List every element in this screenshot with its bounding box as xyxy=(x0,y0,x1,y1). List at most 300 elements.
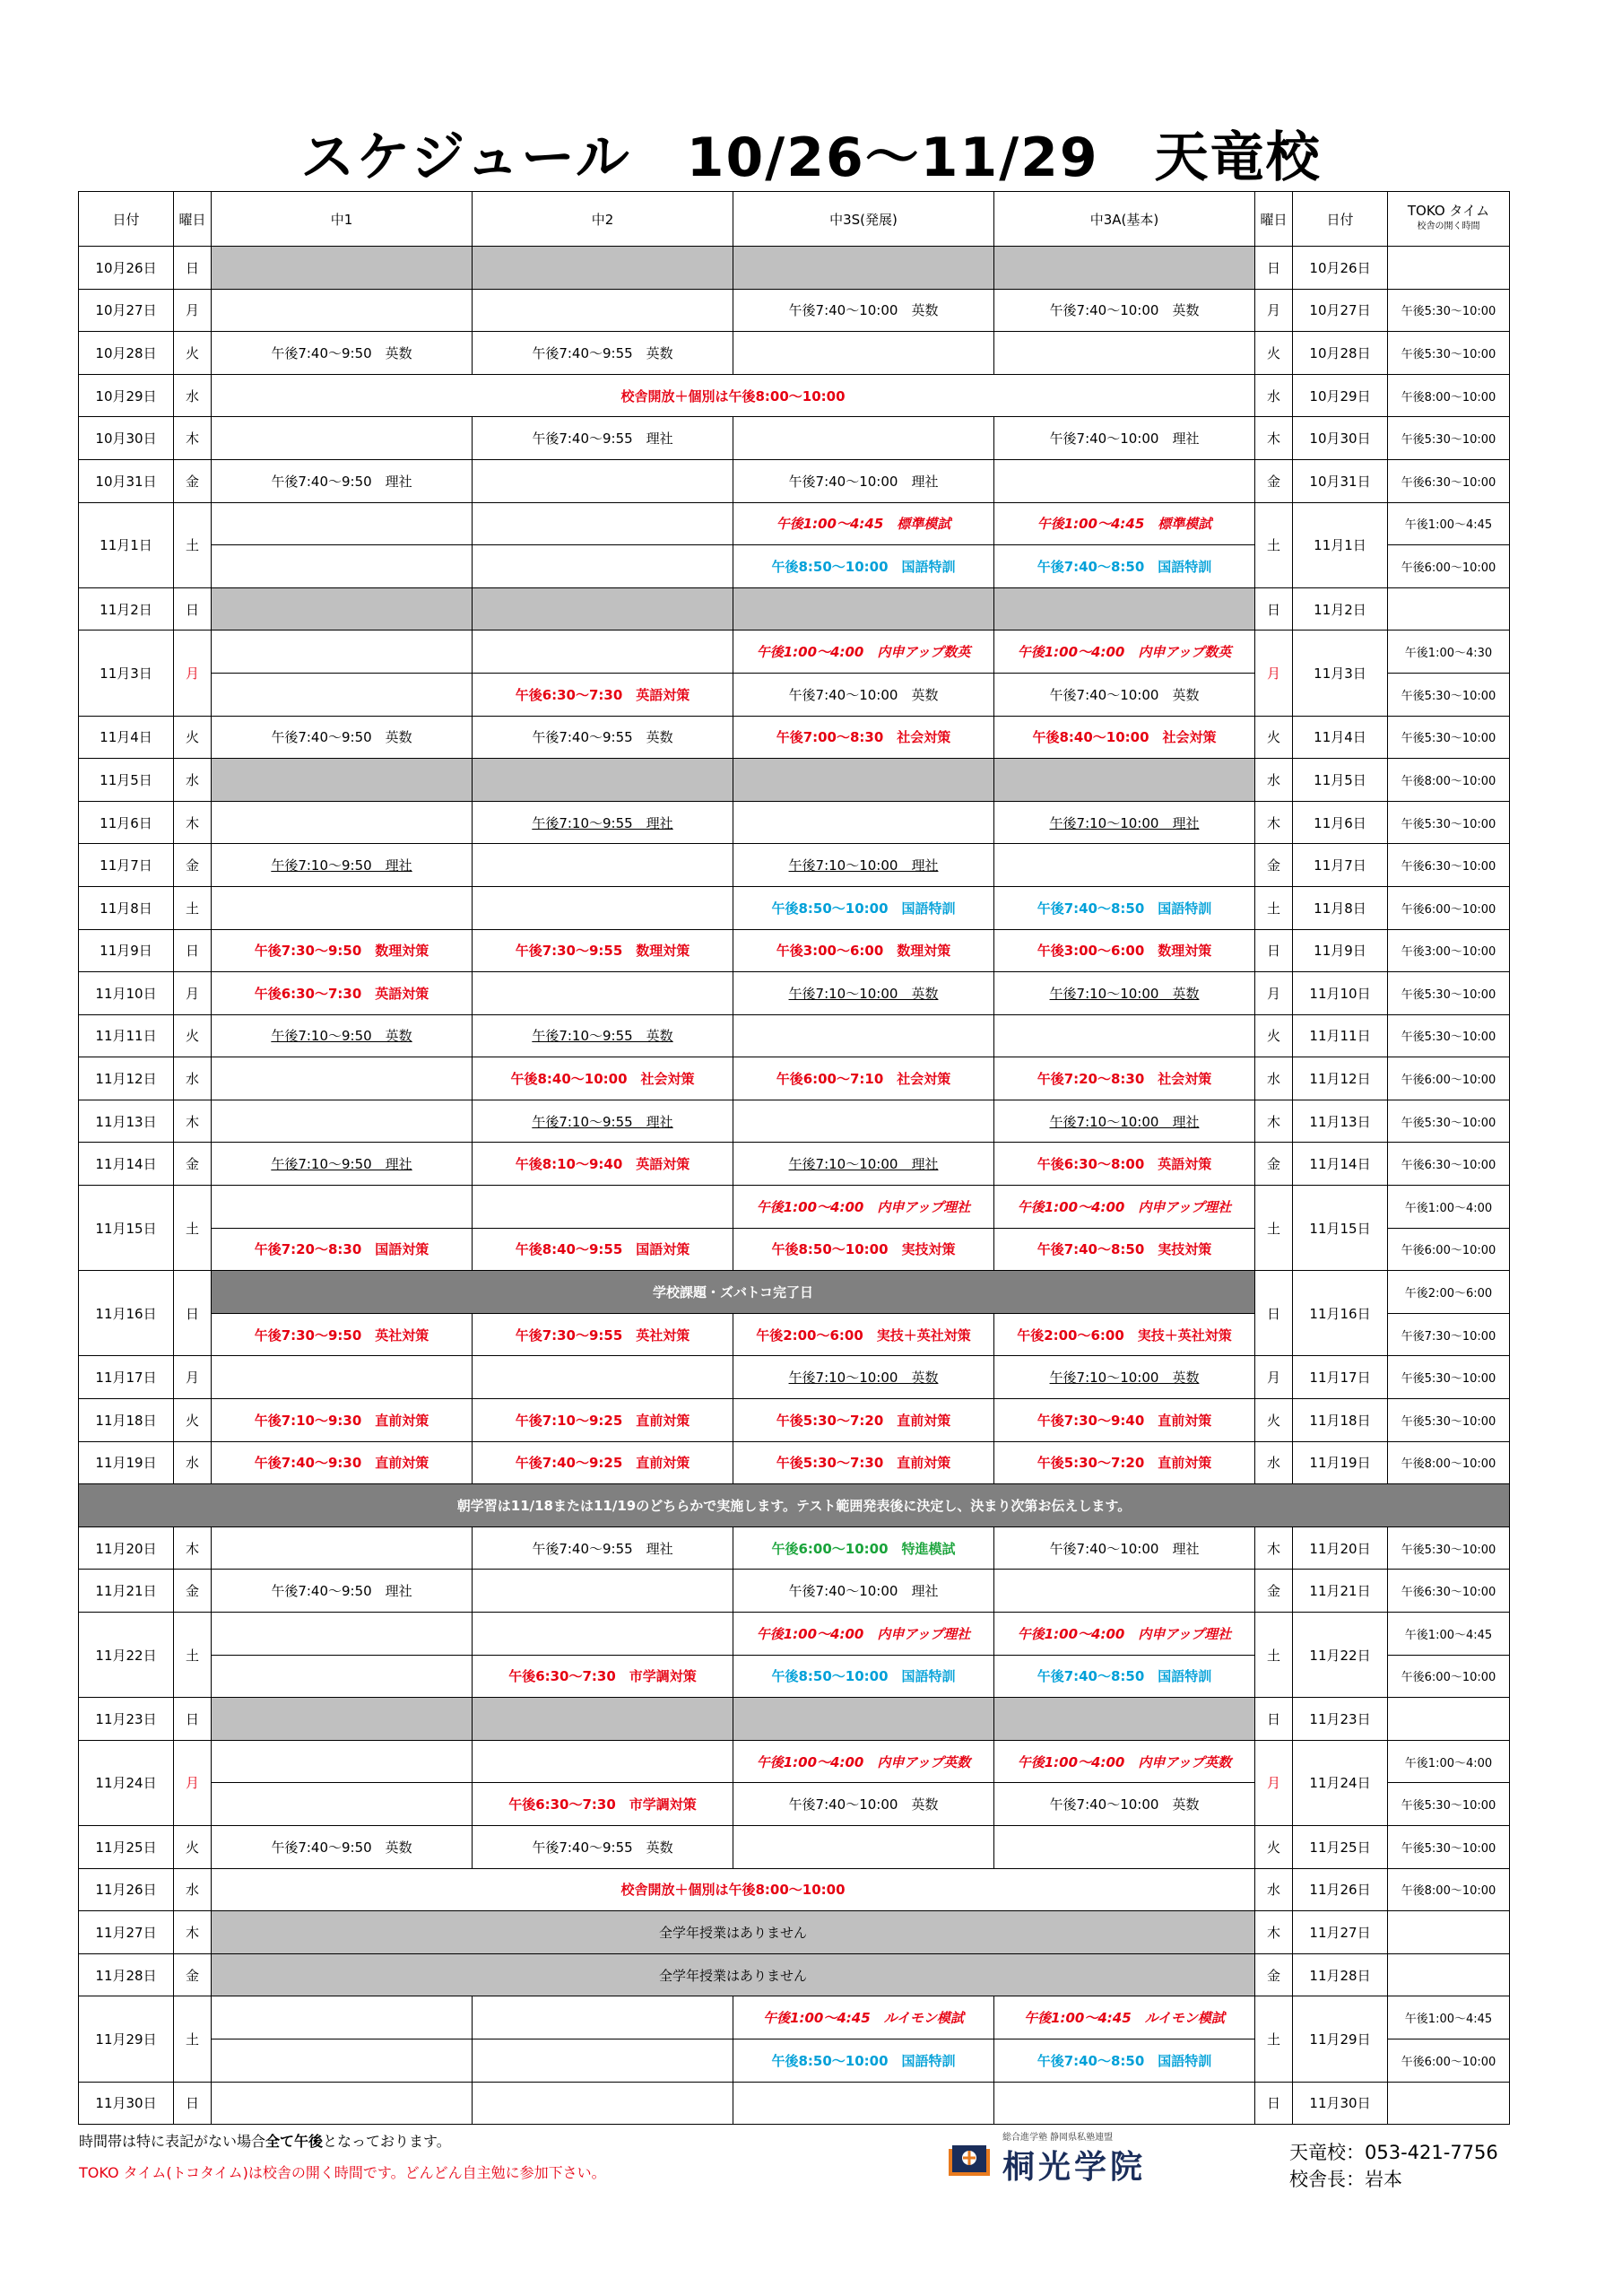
schedule-cell: 午後1:00～4:30 xyxy=(1388,631,1510,674)
schedule-cell: 11月12日 xyxy=(1293,1057,1388,1100)
schedule-cell: 10月30日 xyxy=(79,417,174,460)
schedule-cell: 午後7:10～10:00 英数 xyxy=(733,1356,994,1399)
page-title: スケジュール 10/26～11/29 天竜校 xyxy=(300,126,1322,189)
schedule-cell: 火 xyxy=(1255,332,1293,375)
schedule-cell: 午後6:00～7:10 社会対策 xyxy=(733,1057,994,1100)
schedule-cell: 11月29日 xyxy=(79,1996,174,2082)
schedule-cell: 午後6:30～7:30 市学調対策 xyxy=(473,1783,733,1826)
schedule-cell xyxy=(212,2082,473,2125)
schedule-cell xyxy=(733,332,994,375)
schedule-cell xyxy=(212,1526,473,1570)
schedule-cell: 11月26日 xyxy=(1293,1868,1388,1911)
schedule-cell: 11月3日 xyxy=(1293,631,1388,716)
schedule-cell: 午後7:10～9:50 英数 xyxy=(212,1014,473,1057)
schedule-cell: 午後5:30～10:00 xyxy=(1388,1783,1510,1826)
schedule-cell: 午後8:40～9:55 国語対策 xyxy=(473,1228,733,1271)
schedule-cell: 水 xyxy=(174,1441,212,1484)
schedule-cell: 午後7:40～10:00 英数 xyxy=(994,673,1255,716)
schedule-cell xyxy=(212,631,473,674)
schedule-cell: 11月28日 xyxy=(1293,1953,1388,1996)
schedule-cell: 午後7:40～9:55 英数 xyxy=(473,716,733,759)
schedule-cell: 午後5:30～7:20 直前対策 xyxy=(733,1399,994,1442)
schedule-row xyxy=(79,1057,1510,1100)
schedule-cell: 月 xyxy=(174,631,212,716)
schedule-cell xyxy=(212,1996,473,2039)
schedule-cell: 午後7:30～9:40 直前対策 xyxy=(994,1399,1255,1442)
schedule-row xyxy=(79,247,1510,290)
schedule-cell: 午後8:50～10:00 国語特訓 xyxy=(733,2039,994,2082)
schedule-row xyxy=(79,1868,1510,1911)
schedule-cell: 午後7:40～10:00 英数 xyxy=(994,1783,1255,1826)
schedule-cell: 木 xyxy=(174,1911,212,1954)
schedule-cell: 金 xyxy=(1255,1570,1293,1613)
schedule-cell xyxy=(733,587,994,631)
schedule-cell: 午後5:30～10:00 xyxy=(1388,1526,1510,1570)
schedule-cell: 午後7:40～9:55 英数 xyxy=(473,332,733,375)
schedule-cell: 11月22日 xyxy=(1293,1613,1388,1698)
schedule-cell: 11月14日 xyxy=(1293,1143,1388,1186)
schedule-row xyxy=(79,1613,1510,1656)
schedule-cell: 日 xyxy=(174,2082,212,2125)
schedule-cell: 午後1:00～4:45 xyxy=(1388,502,1510,545)
schedule-cell: 午後7:10～10:00 理社 xyxy=(733,844,994,887)
header-grade3s: 中3S(発展) xyxy=(733,192,994,247)
schedule-cell: 10月31日 xyxy=(1293,459,1388,502)
schedule-cell: 月 xyxy=(1255,289,1293,332)
schedule-cell: 11月9日 xyxy=(79,929,174,972)
schedule-cell: 11月18日 xyxy=(79,1399,174,1442)
schedule-cell xyxy=(473,502,733,545)
schedule-cell: 午後2:00～6:00 xyxy=(1388,1271,1510,1314)
schedule-cell: 午後1:00～4:00 内申アップ英数 xyxy=(733,1740,994,1783)
schedule-cell: 木 xyxy=(1255,801,1293,844)
schedule-cell xyxy=(473,1740,733,1783)
header-grade1: 中1 xyxy=(212,192,473,247)
schedule-cell xyxy=(473,972,733,1015)
schedule-cell xyxy=(212,801,473,844)
schedule-cell: 午後7:40～10:00 英数 xyxy=(994,289,1255,332)
schedule-cell xyxy=(994,1014,1255,1057)
schedule-cell xyxy=(212,673,473,716)
schedule-cell: 11月28日 xyxy=(79,1953,174,1996)
schedule-row xyxy=(79,332,1510,375)
schedule-cell: 土 xyxy=(1255,1996,1293,2082)
schedule-cell xyxy=(1388,2082,1510,2125)
schedule-cell: 火 xyxy=(1255,1825,1293,1868)
schedule-cell xyxy=(212,886,473,929)
schedule-cell: 木 xyxy=(174,1526,212,1570)
schedule-cell: 午後1:00～4:45 ルイモン模試 xyxy=(994,1996,1255,2039)
schedule-cell xyxy=(212,1356,473,1399)
schedule-cell: 午後7:40～9:30 直前対策 xyxy=(212,1441,473,1484)
schedule-row xyxy=(79,502,1510,545)
schedule-cell: 木 xyxy=(174,1100,212,1143)
schedule-cell: 金 xyxy=(174,459,212,502)
schedule-cell: 午後8:00～10:00 xyxy=(1388,759,1510,802)
schedule-cell: 11月19日 xyxy=(79,1441,174,1484)
schedule-cell: 午後3:00～6:00 数理対策 xyxy=(994,929,1255,972)
schedule-cell: 水 xyxy=(1255,759,1293,802)
schedule-cell: 午後5:30～7:20 直前対策 xyxy=(994,1441,1255,1484)
schedule-row xyxy=(79,886,1510,929)
schedule-cell: 11月21日 xyxy=(1293,1570,1388,1613)
schedule-cell: 10月28日 xyxy=(79,332,174,375)
schedule-cell: 11月6日 xyxy=(1293,801,1388,844)
schedule-row xyxy=(79,1953,1510,1996)
schedule-cell: 午後6:30～10:00 xyxy=(1388,1570,1510,1613)
schedule-cell xyxy=(473,844,733,887)
schedule-cell xyxy=(212,1100,473,1143)
schedule-cell: 土 xyxy=(174,886,212,929)
schedule-cell: 土 xyxy=(174,1186,212,1271)
schedule-cell: 午後7:40～10:00 英数 xyxy=(733,673,994,716)
footer-note-afternoon xyxy=(79,2130,451,2151)
schedule-cell xyxy=(733,2082,994,2125)
schedule-cell: 午後7:10～9:55 理社 xyxy=(473,1100,733,1143)
schedule-cell: 午後7:40～8:50 国語特訓 xyxy=(994,545,1255,588)
schedule-cell: 11月7日 xyxy=(1293,844,1388,887)
schedule-cell: 11月17日 xyxy=(1293,1356,1388,1399)
schedule-cell: 水 xyxy=(174,1057,212,1100)
footer-note-toko: TOKO タイム(トコタイム)は校舎の開く時間です。どんどん自主勉に参加下さい。 xyxy=(79,2164,606,2181)
schedule-cell: 火 xyxy=(174,1825,212,1868)
campus-phone: 天竜校：053-421-7756 xyxy=(1289,2142,1498,2163)
campus-contact xyxy=(1289,2139,1498,2193)
schedule-cell: 午後7:40～8:50 国語特訓 xyxy=(994,1655,1255,1698)
schedule-cell: 11月13日 xyxy=(1293,1100,1388,1143)
schedule-cell: 午後3:00～6:00 数理対策 xyxy=(733,929,994,972)
schedule-cell: 11月12日 xyxy=(79,1057,174,1100)
schedule-cell: 午後7:40～10:00 理社 xyxy=(994,1526,1255,1570)
schedule-row xyxy=(79,2082,1510,2125)
schedule-row xyxy=(79,801,1510,844)
header-row xyxy=(79,192,1510,247)
schedule-row xyxy=(79,1271,1510,1314)
schedule-cell: 火 xyxy=(174,716,212,759)
schedule-row xyxy=(79,1356,1510,1399)
schedule-cell: 日 xyxy=(1255,1271,1293,1356)
schedule-cell: 火 xyxy=(1255,716,1293,759)
school-logo xyxy=(940,2127,1191,2186)
schedule-cell: 午後7:40～9:50 英数 xyxy=(212,332,473,375)
schedule-cell: 土 xyxy=(1255,502,1293,587)
schedule-cell: 金 xyxy=(1255,459,1293,502)
schedule-cell: 午後1:00～4:45 標準模試 xyxy=(994,502,1255,545)
schedule-cell: 月 xyxy=(174,972,212,1015)
schedule-cell: 11月9日 xyxy=(1293,929,1388,972)
schedule-cell xyxy=(473,886,733,929)
schedule-cell: 午後5:30～10:00 xyxy=(1388,673,1510,716)
schedule-cell: 午後1:00～4:45 ルイモン模試 xyxy=(733,1996,994,2039)
schedule-row xyxy=(79,1911,1510,1954)
schedule-cell: 午後7:10～10:00 理社 xyxy=(994,801,1255,844)
schedule-cell: 午後5:30～10:00 xyxy=(1388,332,1510,375)
schedule-row xyxy=(79,289,1510,332)
schedule-row xyxy=(79,1996,1510,2039)
schedule-cell xyxy=(994,1825,1255,1868)
schedule-cell: 午後1:00～4:00 内申アップ数英 xyxy=(733,631,994,674)
schedule-cell: 11月30日 xyxy=(1293,2082,1388,2125)
schedule-cell: 月 xyxy=(174,1356,212,1399)
schedule-cell: 日 xyxy=(1255,247,1293,290)
schedule-cell: 木 xyxy=(1255,1100,1293,1143)
schedule-cell: 月 xyxy=(1255,1740,1293,1825)
schedule-cell: 月 xyxy=(1255,631,1293,716)
schedule-cell xyxy=(473,1698,733,1741)
schedule-cell: 午後1:00～4:00 xyxy=(1388,1186,1510,1229)
schedule-cell: 午後3:00～10:00 xyxy=(1388,929,1510,972)
schedule-cell: 午後6:00～10:00 特進模試 xyxy=(733,1526,994,1570)
schedule-cell: 午後7:40～9:50 英数 xyxy=(212,716,473,759)
schedule-row xyxy=(79,1143,1510,1186)
schedule-cell: 土 xyxy=(1255,1186,1293,1271)
schedule-cell: 午後5:30～10:00 xyxy=(1388,1399,1510,1442)
schedule-row xyxy=(79,1441,1510,1484)
schedule-cell: 水 xyxy=(1255,1441,1293,1484)
schedule-cell: 11月27日 xyxy=(79,1911,174,1954)
schedule-cell: 11月29日 xyxy=(1293,1996,1388,2082)
schedule-cell: 校舎開放＋個別は午後8:00～10:00 xyxy=(212,374,1255,417)
schedule-cell: 午後7:40～9:55 英数 xyxy=(473,1825,733,1868)
schedule-cell: 午後1:00～4:00 内申アップ理社 xyxy=(994,1186,1255,1229)
schedule-cell: 学校課題・ズバトコ完了日 xyxy=(212,1271,1255,1314)
schedule-row xyxy=(79,1526,1510,1570)
schedule-cell: 午後7:40～10:00 理社 xyxy=(994,417,1255,460)
schedule-cell: 11月16日 xyxy=(79,1271,174,1356)
schedule-cell: 11月23日 xyxy=(1293,1698,1388,1741)
schedule-cell: 11月8日 xyxy=(1293,886,1388,929)
schedule-cell: 木 xyxy=(174,801,212,844)
schedule-cell xyxy=(212,587,473,631)
schedule-cell xyxy=(994,247,1255,290)
schedule-cell: 木 xyxy=(1255,1911,1293,1954)
schedule-cell: 午後6:30～7:30 英語対策 xyxy=(212,972,473,1015)
schedule-cell: 午後1:00～4:00 内申アップ理社 xyxy=(733,1186,994,1229)
schedule-cell: 午後1:00～4:45 標準模試 xyxy=(733,502,994,545)
schedule-cell: 10月29日 xyxy=(1293,374,1388,417)
schedule-cell xyxy=(212,1057,473,1100)
schedule-row xyxy=(79,1484,1510,1527)
schedule-cell: 11月19日 xyxy=(1293,1441,1388,1484)
schedule-cell: 全学年授業はありません xyxy=(212,1911,1255,1954)
schedule-cell: 11月27日 xyxy=(1293,1911,1388,1954)
schedule-cell: 午後5:30～10:00 xyxy=(1388,972,1510,1015)
schedule-cell: 午後6:30～10:00 xyxy=(1388,1143,1510,1186)
schedule-cell xyxy=(473,1356,733,1399)
schedule-cell: 日 xyxy=(1255,2082,1293,2125)
schedule-cell xyxy=(473,1570,733,1613)
schedule-cell: 午後7:40～8:50 国語特訓 xyxy=(994,886,1255,929)
logo-book-icon xyxy=(949,2142,990,2178)
schedule-cell: 午後5:30～10:00 xyxy=(1388,417,1510,460)
schedule-cell: 午後5:30～10:00 xyxy=(1388,1825,1510,1868)
schedule-cell: 金 xyxy=(1255,1143,1293,1186)
schedule-cell: 10月27日 xyxy=(79,289,174,332)
schedule-row xyxy=(79,1014,1510,1057)
schedule-cell xyxy=(994,844,1255,887)
schedule-cell xyxy=(994,459,1255,502)
schedule-cell: 11月4日 xyxy=(1293,716,1388,759)
schedule-cell: 午後5:30～10:00 xyxy=(1388,716,1510,759)
toko-subtitle: 校舎の開く時間 xyxy=(1417,222,1480,231)
header-grade2: 中2 xyxy=(473,192,733,247)
schedule-cell: 午後5:30～10:00 xyxy=(1388,1356,1510,1399)
schedule-cell: 水 xyxy=(1255,1868,1293,1911)
schedule-cell: 10月31日 xyxy=(79,459,174,502)
schedule-cell: 午後7:10～9:55 理社 xyxy=(473,801,733,844)
schedule-cell xyxy=(1388,1953,1510,1996)
note1-bold: 全て午後 xyxy=(265,2133,324,2150)
schedule-row xyxy=(79,1698,1510,1741)
schedule-cell xyxy=(473,459,733,502)
schedule-cell: 木 xyxy=(1255,1526,1293,1570)
schedule-cell: 午後7:10～9:50 理社 xyxy=(212,844,473,887)
schedule-cell xyxy=(733,417,994,460)
schedule-cell: 月 xyxy=(1255,972,1293,1015)
schedule-cell xyxy=(473,1186,733,1229)
schedule-cell: 午後8:00～10:00 xyxy=(1388,1868,1510,1911)
schedule-cell: 午後7:40～8:50 国語特訓 xyxy=(994,2039,1255,2082)
schedule-cell: 午後7:10～9:55 英数 xyxy=(473,1014,733,1057)
schedule-cell: 日 xyxy=(174,929,212,972)
schedule-cell: 午後7:40～9:50 理社 xyxy=(212,1570,473,1613)
schedule-cell: 水 xyxy=(1255,374,1293,417)
schedule-cell: 11月25日 xyxy=(1293,1825,1388,1868)
schedule-cell xyxy=(994,587,1255,631)
schedule-cell xyxy=(1388,1698,1510,1741)
schedule-cell: 火 xyxy=(1255,1014,1293,1057)
schedule-cell: 火 xyxy=(174,1399,212,1442)
schedule-row xyxy=(79,417,1510,460)
header-day: 曜日 xyxy=(174,192,212,247)
campus-principal: 校舎長：岩本 xyxy=(1289,2169,1402,2190)
schedule-row xyxy=(79,972,1510,1015)
schedule-cell: 月 xyxy=(1255,1356,1293,1399)
schedule-cell xyxy=(473,759,733,802)
schedule-row xyxy=(79,587,1510,631)
schedule-cell: 11月4日 xyxy=(79,716,174,759)
schedule-cell xyxy=(473,2039,733,2082)
schedule-cell: 火 xyxy=(174,1014,212,1057)
schedule-cell: 午後6:00～10:00 xyxy=(1388,1228,1510,1271)
schedule-cell: 11月8日 xyxy=(79,886,174,929)
schedule-cell: 午後8:00～10:00 xyxy=(1388,374,1510,417)
schedule-cell xyxy=(994,759,1255,802)
schedule-cell: 午後7:40～10:00 英数 xyxy=(733,1783,994,1826)
schedule-cell: 11月22日 xyxy=(79,1613,174,1698)
schedule-cell: 10月28日 xyxy=(1293,332,1388,375)
schedule-row xyxy=(79,631,1510,674)
schedule-cell: 午後7:30～9:55 数理対策 xyxy=(473,929,733,972)
schedule-cell: 11月6日 xyxy=(79,801,174,844)
schedule-cell: 午後1:00～4:00 内申アップ理社 xyxy=(733,1613,994,1656)
schedule-cell: 午後7:10～10:00 理社 xyxy=(733,1143,994,1186)
schedule-cell xyxy=(473,545,733,588)
schedule-cell: 午後7:40～9:25 直前対策 xyxy=(473,1441,733,1484)
schedule-cell: 午後7:30～9:55 英社対策 xyxy=(473,1313,733,1356)
schedule-cell: 日 xyxy=(1255,929,1293,972)
schedule-cell: 11月14日 xyxy=(79,1143,174,1186)
schedule-cell: 日 xyxy=(1255,1698,1293,1741)
schedule-cell: 午後8:50～10:00 実技対策 xyxy=(733,1228,994,1271)
schedule-cell xyxy=(994,2082,1255,2125)
schedule-cell: 午後6:30～7:30 市学調対策 xyxy=(473,1655,733,1698)
schedule-cell: 金 xyxy=(174,1143,212,1186)
schedule-cell xyxy=(1388,247,1510,290)
schedule-row xyxy=(79,716,1510,759)
schedule-cell: 日 xyxy=(174,247,212,290)
schedule-cell: 午後1:00～4:45 xyxy=(1388,1613,1510,1656)
schedule-cell xyxy=(212,1740,473,1783)
schedule-cell: 午後6:00～10:00 xyxy=(1388,1655,1510,1698)
schedule-cell: 午後7:10～10:00 英数 xyxy=(994,1356,1255,1399)
schedule-table xyxy=(78,191,1510,2125)
schedule-cell: 午後1:00～4:00 内申アップ英数 xyxy=(994,1740,1255,1783)
schedule-row xyxy=(79,1740,1510,1783)
schedule-cell: 午後7:10～10:00 理社 xyxy=(994,1100,1255,1143)
schedule-cell: 11月1日 xyxy=(79,502,174,587)
schedule-cell: 11月21日 xyxy=(79,1570,174,1613)
schedule-cell: 午後8:40～10:00 社会対策 xyxy=(473,1057,733,1100)
schedule-cell: 午後7:40～8:50 実技対策 xyxy=(994,1228,1255,1271)
schedule-cell: 校舎開放＋個別は午後8:00～10:00 xyxy=(212,1868,1255,1911)
schedule-cell: 午後1:00～4:45 xyxy=(1388,1996,1510,2039)
schedule-cell: 金 xyxy=(174,844,212,887)
schedule-cell: 11月20日 xyxy=(79,1526,174,1570)
schedule-cell: 午後6:00～10:00 xyxy=(1388,2039,1510,2082)
schedule-cell xyxy=(212,1613,473,1656)
schedule-cell: 11月25日 xyxy=(79,1825,174,1868)
schedule-cell xyxy=(733,1825,994,1868)
schedule-cell xyxy=(212,759,473,802)
schedule-cell: 午後7:00～8:30 社会対策 xyxy=(733,716,994,759)
schedule-cell: 日 xyxy=(1255,587,1293,631)
schedule-cell: 11月2日 xyxy=(1293,587,1388,631)
header-date: 日付 xyxy=(79,192,174,247)
schedule-cell: 午後7:40～10:00 理社 xyxy=(733,459,994,502)
schedule-cell: 11月30日 xyxy=(79,2082,174,2125)
header-grade3a: 中3A(基本) xyxy=(994,192,1255,247)
schedule-cell: 午後7:20～8:30 国語対策 xyxy=(212,1228,473,1271)
schedule-cell: 午後7:30～9:50 英社対策 xyxy=(212,1313,473,1356)
schedule-cell xyxy=(212,2039,473,2082)
schedule-cell: 朝学習は11/18または11/19のどちらかで実施します。テスト範囲発表後に決定し、決まり次第お伝えします。 xyxy=(79,1484,1510,1527)
schedule-cell: 午後8:50～10:00 国語特訓 xyxy=(733,1655,994,1698)
schedule-row xyxy=(79,929,1510,972)
schedule-cell xyxy=(733,1100,994,1143)
header-toko-time xyxy=(1388,192,1510,247)
schedule-cell: 11月1日 xyxy=(1293,502,1388,587)
schedule-cell: 午後5:30～7:30 直前対策 xyxy=(733,1441,994,1484)
schedule-cell xyxy=(733,1698,994,1741)
schedule-cell: 午後6:30～10:00 xyxy=(1388,844,1510,887)
schedule-cell xyxy=(473,289,733,332)
schedule-cell: 水 xyxy=(1255,1057,1293,1100)
schedule-cell xyxy=(733,247,994,290)
schedule-cell: 10月26日 xyxy=(79,247,174,290)
schedule-cell xyxy=(212,247,473,290)
schedule-cell xyxy=(733,759,994,802)
schedule-cell: 11月2日 xyxy=(79,587,174,631)
schedule-cell: 土 xyxy=(174,1613,212,1698)
schedule-cell: 10月26日 xyxy=(1293,247,1388,290)
schedule-cell: 日 xyxy=(174,1698,212,1741)
schedule-cell: 午後5:30～10:00 xyxy=(1388,801,1510,844)
schedule-cell: 火 xyxy=(1255,1399,1293,1442)
schedule-cell: 午後5:30～10:00 xyxy=(1388,1100,1510,1143)
schedule-cell: 日 xyxy=(174,1271,212,1356)
schedule-cell: 11月10日 xyxy=(1293,972,1388,1015)
